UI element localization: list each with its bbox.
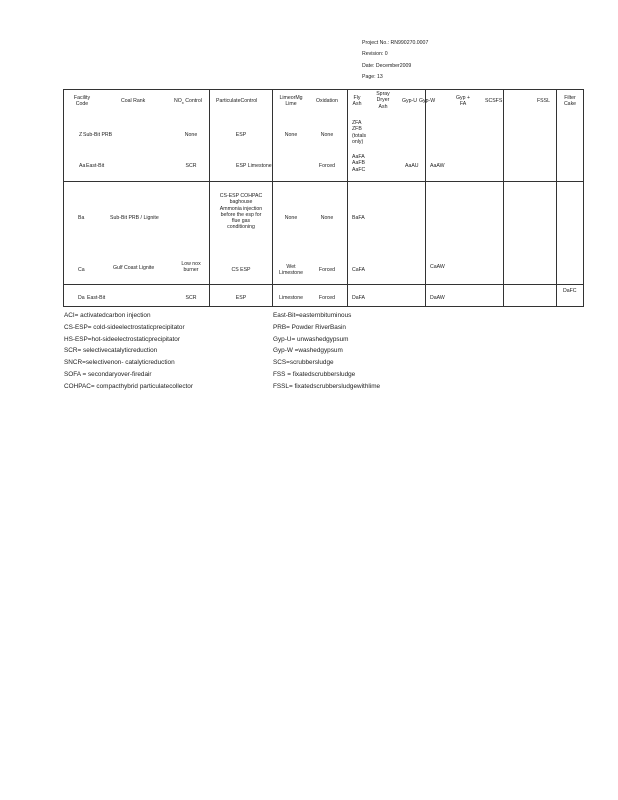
document-header: [362, 38, 428, 84]
row-da-fly-ash: DaFA: [352, 295, 365, 301]
table-rule-right: [583, 89, 584, 307]
row-ca-nox-control: Low nox burner: [181, 261, 201, 274]
row-ca-facility-code: Ca: [78, 267, 85, 273]
abbreviations-right: [273, 310, 380, 393]
row-aa-particulate-control: ESP Limestone: [236, 163, 272, 169]
row-ba-facility-code: Ba: [78, 215, 85, 221]
abbreviation: CS-ESP= cold-sideelectrostaticprecipitator: [64, 323, 185, 331]
header-facility-code: Facility Code: [73, 95, 91, 108]
header-particulate-control: ParticulateControl: [216, 98, 258, 104]
table-rule-left: [63, 89, 64, 307]
row-da-lime: Limestone: [279, 295, 303, 301]
facility-table: [63, 89, 584, 307]
page-number: Page: 13: [362, 74, 383, 81]
row-z-lime: None: [284, 132, 298, 138]
table-col-rule: [272, 89, 273, 307]
row-ca-lime: Wet Limestone: [279, 264, 303, 277]
row-ca-oxidation: Forced: [318, 267, 336, 273]
header-oxidation: Oxidation: [316, 98, 338, 104]
row-aa-facility-code: Aa: [79, 163, 86, 169]
table-col-rule: [425, 89, 426, 307]
header-fssl: FSSL: [537, 98, 550, 104]
row-z-fly-ash: ZFA ZFB (totals only): [352, 120, 367, 145]
table-col-rule: [503, 89, 504, 307]
table-col-rule: [347, 89, 348, 307]
header-nox-control: $NO_x$ Control: [174, 98, 202, 106]
abbreviation: SNCR=selectivenon- catalyticreduction: [64, 359, 175, 367]
table-rule-row3: [63, 181, 584, 182]
abbreviation: SCR= selectivecatalyticreduction: [64, 347, 158, 355]
date: Date: December2009: [362, 62, 412, 69]
row-da-facility-code: Da: [78, 295, 85, 301]
row-aa-gyp-u: AaAU: [405, 163, 419, 169]
header-filter-cake: Filter Cake: [563, 95, 577, 108]
abbreviation: PRB= Powder RiverBasin: [273, 323, 346, 331]
abbreviation: Gyp-U= unwashedgypsum: [273, 335, 349, 343]
header-gyp-fa: Gyp + FA: [456, 95, 470, 108]
row-ca-fly-ash: CaFA: [352, 267, 365, 273]
abbreviation: HS-ESP=hot-sideelectrostaticprecipitator: [64, 335, 180, 343]
row-z-oxidation: None: [320, 132, 334, 138]
header-gyp-w: Gyp-W: [419, 98, 436, 104]
row-da-gyp-w: DaAW: [430, 295, 445, 301]
row-z-nox-control: None: [184, 132, 198, 138]
row-ba-lime: None: [284, 215, 298, 221]
header-spray-dryer-ash: Spray Dryer Ash: [376, 91, 390, 110]
table-col-rule: [556, 89, 557, 307]
header-lime-or-mg-lime: LimeorMg Lime: [279, 95, 303, 108]
table-rule-top: [63, 89, 584, 90]
row-da-coal-rank: East-Bit: [87, 295, 106, 301]
row-da-oxidation: Forced: [318, 295, 336, 301]
row-ca-gyp-w: CaAW: [430, 264, 445, 270]
row-z-coal-rank: Sub-Bit PRB: [83, 132, 113, 138]
header-gyp-u: Gyp-U: [402, 98, 417, 104]
row-aa-coal-rank: East-Bit: [86, 163, 105, 169]
abbreviations-left: [64, 310, 193, 393]
row-ba-oxidation: None: [320, 215, 334, 221]
abbreviation: FSS = fixatedscrubbersludge: [273, 370, 356, 378]
row-aa-oxidation: Forced: [318, 163, 336, 169]
row-da-nox-control: SCR: [185, 295, 197, 301]
abbreviation: SOFA = secondaryover-firedair: [64, 370, 152, 378]
row-aa-nox-control: SCR: [185, 163, 197, 169]
abbreviation: COHPAC= compacthybrid particulatecollector: [64, 382, 193, 390]
row-ba-fly-ash: BaFA: [352, 215, 365, 221]
table-col-rule: [209, 89, 210, 307]
row-da-filter-cake: DaFC: [563, 288, 577, 294]
abbreviation: ACI= activatedcarbon injection: [64, 312, 151, 319]
header-fly-ash: Fly Ash: [352, 95, 362, 108]
table-rule-row5: [63, 284, 584, 285]
row-ba-particulate-control: CS-ESP COHPAC baghouse Ammonia injection before the esp for flue gas conditioning: [219, 193, 263, 231]
project-number: Project No.: RN990270.0007: [362, 40, 429, 46]
row-z-particulate-control: ESP: [235, 132, 247, 138]
row-ca-coal-rank: Gulf Coast Lignite: [113, 265, 155, 271]
abbreviation: FSSL= fixatedscrubbersludgewithlime: [273, 382, 381, 390]
table-rule-bottom: [63, 306, 584, 307]
row-da-particulate-control: ESP: [235, 295, 247, 301]
row-z-facility-code: Z: [79, 132, 83, 138]
row-ca-particulate-control: CS ESP: [231, 267, 251, 273]
abbreviation: East-Bit=easternbituminous: [273, 312, 352, 319]
abbreviation: SCS=scrubbersludge: [273, 359, 334, 367]
row-aa-fly-ash: AaFA AaFB AaFC: [352, 154, 366, 173]
revision: Revision: 0: [362, 51, 388, 58]
abbreviation: Gyp-W =washedgypsum: [273, 347, 343, 355]
header-coal-rank: Coal Rank: [121, 98, 146, 104]
row-ba-coal-rank: Sub-Bit PRB / Lignite: [110, 215, 159, 221]
row-aa-gyp-w: AaAW: [430, 163, 445, 169]
header-scsfs: SCSFS: [485, 98, 503, 104]
